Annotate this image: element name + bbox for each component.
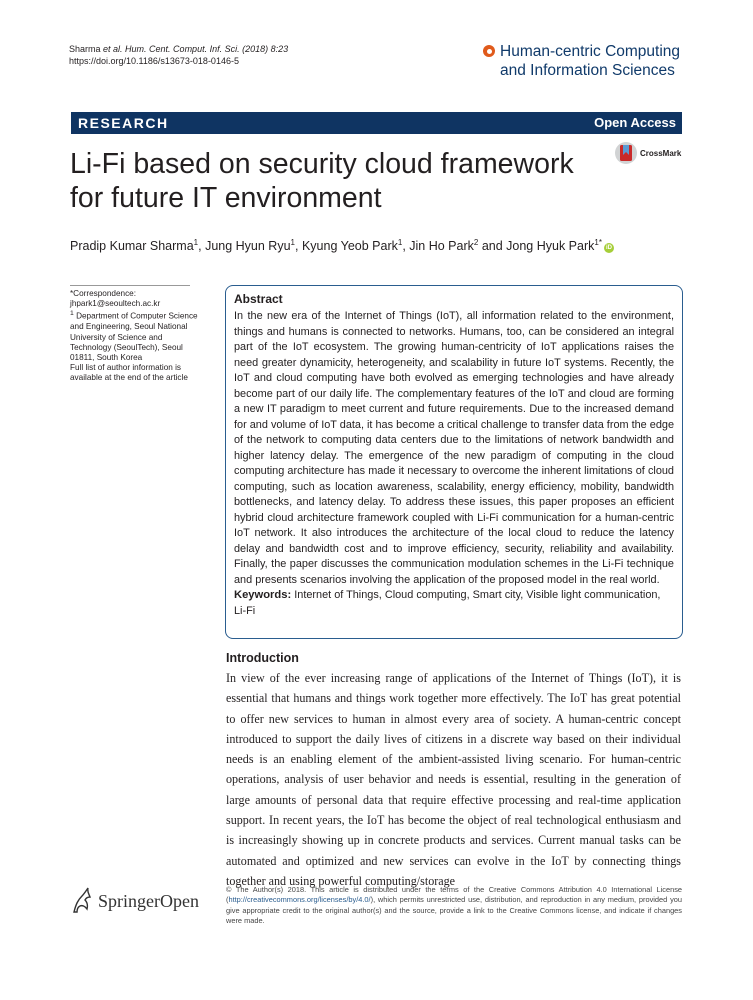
publisher-open: Open xyxy=(160,891,199,911)
citation-authors: Sharma xyxy=(69,44,101,54)
section-heading-introduction: Introduction xyxy=(226,651,299,665)
author-info-note: Full list of author information is available at the end of the article xyxy=(70,363,188,383)
title-line-1: Li-Fi based on security cloud framework xyxy=(70,148,574,180)
crossmark-icon xyxy=(614,140,638,166)
crossmark-badge[interactable] xyxy=(614,140,684,170)
journal-logo-icon xyxy=(483,45,495,57)
journal-name-line2: and Information Sciences xyxy=(500,62,675,79)
open-access-label: Open Access xyxy=(594,115,676,130)
abstract-text: In the new era of the Internet of Things (IoT), all information related to the environment, things and humans is connected to networks. Humans, too, can be considered an integral part of the IoT ecosystem. The growing human-centricity of IoT applications raises the need greater dynamicity, heterogeneity, and scalability in future IoT systems. Recently, the IoT and cloud computing have both evolved as emerging technologies and have already become part of our daily life. The complementary features of the IoT and cloud are forming a new IT paradigm to meet current and future requirements. Due to the increased demand for and volume of IoT data, it has become a critical challenge to transfer data from the edge of the network to computing data centers due to the limitations of network bandwidth and higher latency delay. The emergence of the new paradigm of computing in the cloud computing architecture has made it necessary to overcome the inherent limitations of cloud computing, such as location awareness, scalability, energy efficiency, mobility, bandwidth bottlenecks, and latency delay. To address these issues, this paper proposes an efficient hybrid cloud architecture framework coupled with Li-Fi communication for a human-centric IoT network. It also introduces the architecture of the local cloud to reduce the latency delay and bandwidth cost and to improve efficiency, security, reliability and availability. Finally, the paper discusses the communication modulation schemes in the Li-Fi technique and presents scenarios involving the application of the proposed model in the real world. xyxy=(234,310,674,586)
affiliation-text xyxy=(70,309,205,363)
publisher-springer: Springer xyxy=(98,891,160,911)
affiliation-detail: Department of Computer Science and Engineering, Seoul National University of Science and Technology (SeoulTech), Seoul 01811, South Korea xyxy=(70,312,198,362)
springer-horse-icon xyxy=(70,886,94,914)
author-separator: , xyxy=(402,239,410,254)
correspondence-label: *Correspondence: xyxy=(70,289,136,298)
citation-journal: et al. Hum. Cent. Comput. Inf. Sci. xyxy=(103,44,240,54)
publisher-name xyxy=(98,891,199,912)
springer-open-logo[interactable] xyxy=(70,886,210,916)
article-title xyxy=(70,147,610,215)
author-name: Pradip Kumar Sharma xyxy=(70,239,194,254)
article-type-label: RESEARCH xyxy=(78,115,169,131)
keywords-label: Keywords: xyxy=(234,589,292,601)
author-list xyxy=(70,235,614,254)
author-name: Jin Ho Park xyxy=(409,239,474,254)
keywords xyxy=(234,588,674,619)
affiliation-number: 1 xyxy=(70,310,74,318)
sidebar-divider xyxy=(70,285,190,286)
citation-volume: (2018) 8:23 xyxy=(239,44,289,54)
author-separator: , xyxy=(295,239,302,254)
keywords-list: Internet of Things, Cloud computing, Smart city, Visible light communication, Li-Fi xyxy=(234,589,661,617)
crossmark-label: CrossMark xyxy=(640,149,682,158)
correspondence-sidebar xyxy=(70,289,205,384)
author-name: Jung Hyun Ryu xyxy=(205,239,291,254)
orcid-icon[interactable]: iD xyxy=(605,245,612,252)
author-name: Kyung Yeob Park xyxy=(301,239,398,254)
author-name: Jong Hyuk Park xyxy=(506,239,595,254)
article-type-bar xyxy=(71,112,682,134)
author-affiliation: 2 xyxy=(473,238,479,247)
abstract-box xyxy=(225,285,683,639)
citation-line xyxy=(69,43,288,55)
license-link[interactable]: http://creativecommons.org/licenses/by/4.0/ xyxy=(228,895,371,905)
abstract-heading: Abstract xyxy=(234,292,283,306)
journal-brand[interactable] xyxy=(483,42,680,80)
title-line-2: for future IT environment xyxy=(70,182,382,214)
author-affiliation: 1* xyxy=(594,238,602,247)
citation-header xyxy=(69,43,288,67)
license-notice xyxy=(226,885,682,927)
journal-name-line1: Human-centric Computing xyxy=(500,43,681,60)
author-separator: and xyxy=(478,239,507,254)
author-separator: , xyxy=(198,239,206,254)
license-text-end: ), which permits unrestricted use, distribution, and reproduction in any medium, provided you give appropriate credit to the original author(s) and the source, provide a link to the Creative Commons license, and indicate if changes were made. xyxy=(226,895,682,926)
introduction-text: In view of the ever increasing range of applications of the Internet of Things (IoT), it is essential that humans and things work together more effectively. The IoT has great potential to offer new services to human in almost every area of society. A human-centric concept introduced to support the daily lives of citizens in a discrete way based on their individual needs is an enabling element of the ambient-assisted living scenario. For human-centric operations, analysis of user behavior and needs is essential, resulting in the generation of large amounts of personal data that require effective processing and real-time application support. In recent years, the IoT has become the object of real technological enthusiasm and is increasingly showing up in concrete products and services. Current manual tasks can be automated and optimized and new services can evolve in the IoT by connecting things together and using powerful computing/storage xyxy=(226,671,681,888)
author-affiliation: 1 xyxy=(290,238,295,247)
license-text-start: © The Author(s) 2018. This article is distributed under the terms of the Creative Commons Attribution 4.0 International License ( xyxy=(226,885,682,905)
author-affiliation: 1 xyxy=(193,238,199,247)
correspondence-email[interactable]: jhpark1@seoultech.ac.kr xyxy=(70,299,161,309)
doi-link[interactable]: https://doi.org/10.1186/s13673-018-0146-5 xyxy=(69,56,239,66)
author-affiliation: 1 xyxy=(397,238,403,247)
